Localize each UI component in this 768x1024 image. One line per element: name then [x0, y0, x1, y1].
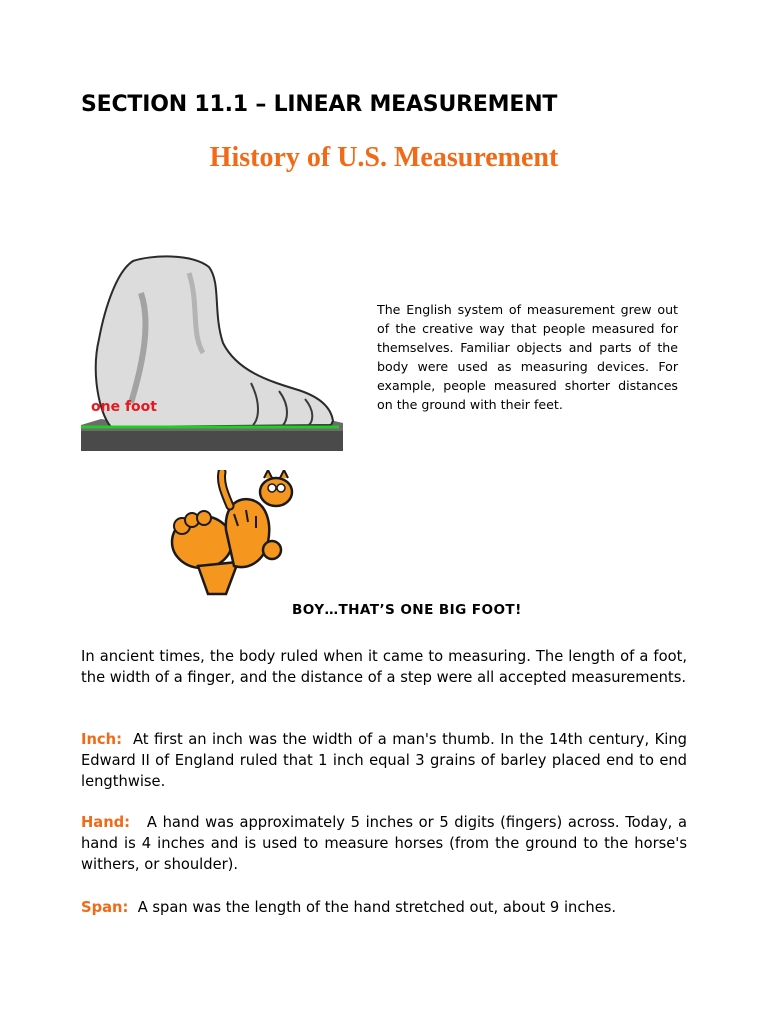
section-title: SECTION 11.1 – LINEAR MEASUREMENT	[81, 92, 558, 117]
cartoon-caption: BOY…THAT’S ONE BIG FOOT!	[292, 602, 522, 618]
ancient-times-paragraph: In ancient times, the body ruled when it came to measuring. The length of a foot, the width of a finger, and the distance of a step were all accepted measurements.	[81, 648, 687, 686]
hand-definition: A hand was approximately 5 inches or 5 digits (fingers) across. Today, a hand is 4 inches and is used to measure horses (from the ground to the horse's withers, or shoulder).	[81, 814, 687, 873]
span-term: Span:	[81, 899, 129, 916]
page-subtitle: History of U.S. Measurement	[209, 142, 559, 173]
foot-label: one foot	[91, 399, 157, 415]
inch-term: Inch:	[81, 731, 122, 748]
hand-paragraph	[81, 812, 687, 875]
inch-paragraph	[81, 729, 687, 792]
cartoon-cat-illustration	[168, 470, 298, 596]
span-paragraph	[81, 897, 687, 918]
hand-term: Hand:	[81, 814, 131, 831]
span-definition: A span was the length of the hand stretched out, about 9 inches.	[137, 899, 617, 916]
inch-definition: At first an inch was the width of a man's thumb. In the 14th century, King Edward II of England ruled that 1 inch equal 3 grains of barley placed end to end lengthwise.	[81, 731, 687, 790]
foot-illustration	[81, 253, 343, 451]
intro-paragraph: The English system of measurement grew out of the creative way that people measured for themselves. Familiar objects and parts of the body were used as measuring devices. For example, people measured shorter distances on the ground with their feet.	[377, 302, 678, 412]
